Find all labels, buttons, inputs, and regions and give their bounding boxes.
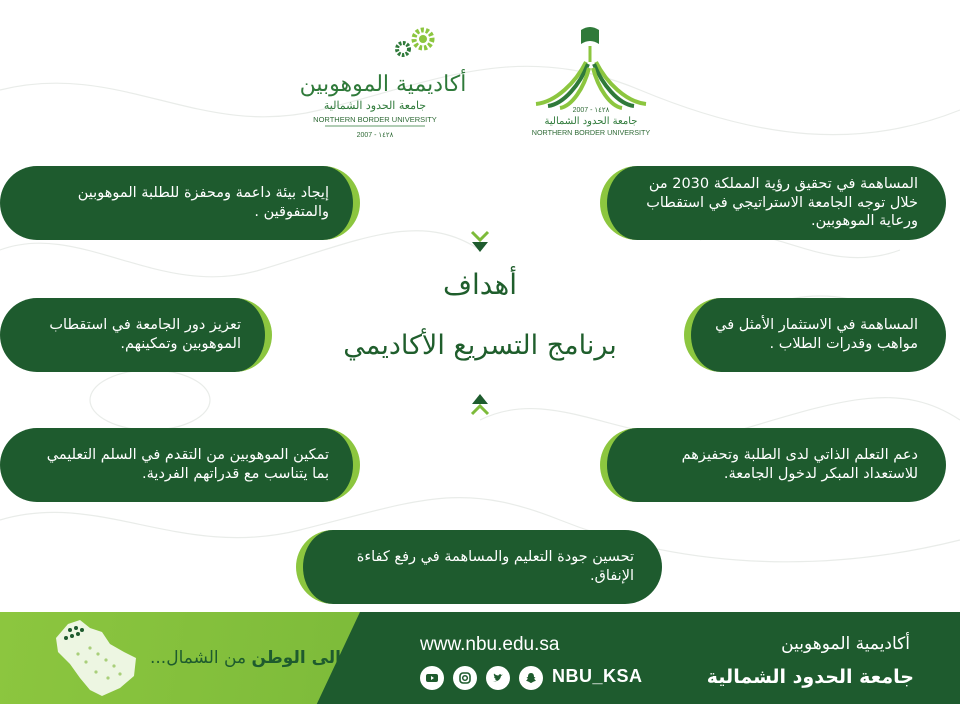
arrow-up-icon: [469, 390, 491, 416]
goal-text: إيجاد بيئة داعمة ومحفزة للطلبة الموهوبين والمتفوقين .: [77, 185, 329, 220]
academy-logo-university-en: NORTHERN BORDER UNIVERSITY: [313, 115, 437, 124]
goal-text: تعزيز دور الجامعة في استقطاب الموهوبين وتمكينهم.: [49, 317, 241, 352]
book-emblem-icon: [536, 27, 646, 108]
academy-logo: [299, 25, 467, 145]
saudi-map-icon: [50, 618, 140, 700]
footer-academy-name: أكاديمية الموهوبين: [781, 634, 910, 654]
website-link[interactable]: www.nbu.edu.sa: [420, 634, 560, 655]
goal-text: دعم التعلم الذاتي لدى الطلبة وتحفيزهم للاستعداد المبكر لدخول الجامعة.: [681, 447, 918, 482]
footer-university-name: جامعة الحدود الشمالية: [706, 666, 914, 688]
goal-card-vision-2030: [600, 166, 946, 240]
page-title: أهداف: [442, 268, 518, 301]
goal-card-education-quality: [296, 530, 662, 604]
arrow-down-icon: [469, 230, 491, 256]
slogan-prefix: من الشمال...: [150, 648, 247, 668]
social-handle[interactable]: NBU_KSA: [552, 666, 643, 686]
goal-text: تحسين جودة التعليم والمساهمة في رفع كفاءة الإنفاق.: [356, 549, 634, 584]
university-logo-name-en: NORTHERN BORDER UNIVERSITY: [531, 128, 651, 137]
academy-logo-university-ar: جامعة الحدود الشمالية: [323, 99, 427, 112]
slogan-bold: إلى الوطن: [251, 648, 342, 668]
footer-slogan: [150, 648, 341, 668]
goal-card-empower-gifted: [0, 428, 360, 502]
snapchat-icon[interactable]: [519, 666, 543, 690]
goal-card-supportive-environment: [0, 166, 360, 240]
academy-logo-year: 2007 - ١٤٢٨: [356, 132, 394, 139]
goal-text: تمكين الموهوبين من التقدم في السلم التعليمي بما يتناسب مع قدراتهم الفردية.: [46, 447, 329, 482]
university-logo-name-ar: جامعة الحدود الشمالية: [544, 116, 638, 127]
youtube-icon[interactable]: [420, 666, 444, 690]
goal-card-self-learning: [600, 428, 946, 502]
gear-icon: [397, 30, 432, 55]
university-logo: [526, 22, 656, 144]
academy-logo-name: أكاديمية الموهوبين: [299, 72, 467, 97]
instagram-icon[interactable]: [453, 666, 477, 690]
footer-bar: [0, 612, 960, 704]
goal-card-university-role: [0, 298, 272, 372]
goal-card-optimal-investment: [684, 298, 946, 372]
university-logo-year: 2007 - ١٤٢٨: [572, 107, 610, 114]
goal-text: المساهمة في الاستثمار الأمثل في مواهب وقدرات الطلاب .: [715, 317, 918, 352]
twitter-icon[interactable]: [486, 666, 510, 690]
page-subtitle: برنامج التسريع الأكاديمي: [343, 330, 617, 361]
goal-text: المساهمة في تحقيق رؤية المملكة 2030 من خلال توجه الجامعة الاستراتيجي في استقطاب ورعاية الموهوبين.: [646, 176, 918, 230]
